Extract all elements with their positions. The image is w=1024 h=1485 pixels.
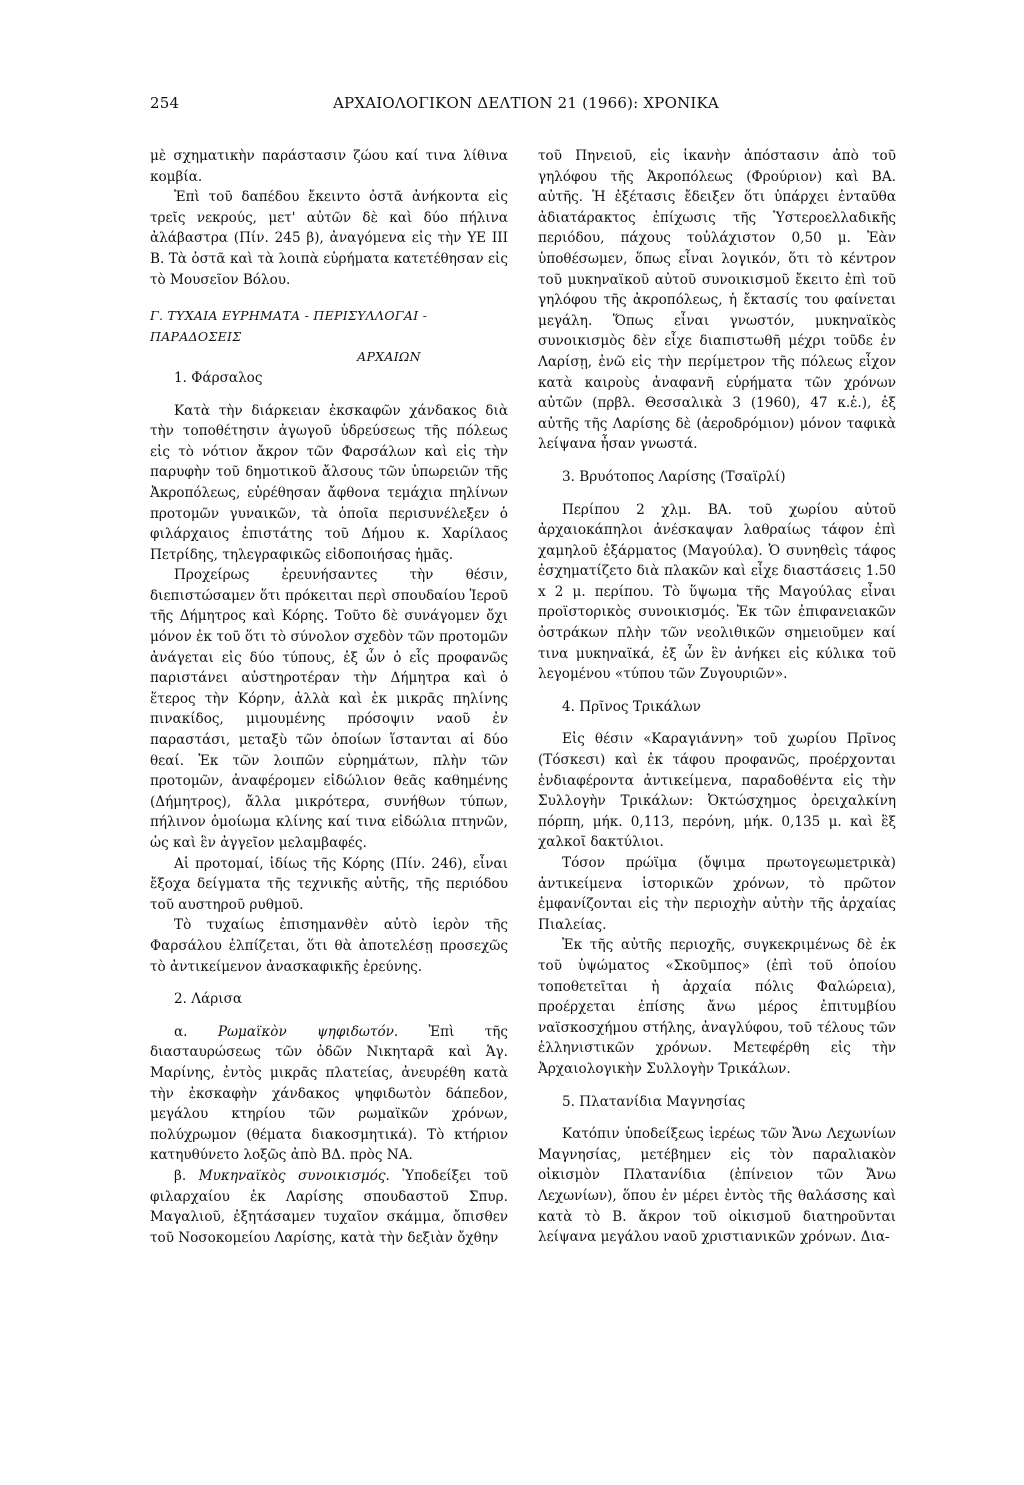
section-heading-c xyxy=(150,306,508,368)
paragraph: τοῦ Πηνειοῦ, εἰς ἱκανὴν ἀπόστασιν ἀπὸ τοῦ γηλόφου τῆς Ἀκροπόλεως (Φρούριον) καὶ ΒΑ. αὐτῆς. Ἡ ἐξέτασις ἔδειξεν ὅτι ὑπάρχει ἐνταῦθα ἀδιατάρακτος ἐπίχωσις τῆς Ὑστεροελλαδικῆς περιόδου, πάχους τοὐλάχιστον 0,50 μ. Ἐὰν ὑποθέσωμεν, ὅπως εἶναι λογικόν, ὅτι τὸ κέντρον τοῦ μυκηναϊκοῦ αὐτοῦ συνοικισμοῦ ἔκειτο ἐπὶ τοῦ γηλόφου τῆς ἀκροπόλεως, ἡ ἔκτασίς του φαίνεται μεγάλη. Ὅπως εἶναι γνωστόν, μυκηναϊκὸς συνοικισμὸς δὲν εἶχε διαπιστωθῆ μέχρι τοῦδε ἐν Λαρίσῃ, ἐνῶ εἰς τὴν περίμετρον τῆς πόλεως εἶχον κατὰ καιροὺς ἀναφανῆ εὑρήματα τῶν χρόνων αὐτῶν (πρβλ. Θεσσαλικὰ 3 (1960), 47 κ.ἑ.), ἐξ αὐτῆς τῆς Λαρίσης δὲ (ἀεροδρόμιον) μόνον ταφικὰ λείψανα ἦσαν γνωστά. xyxy=(538,148,896,453)
paragraph: Αἱ προτομαί, ἰδίως τῆς Κόρης (Πίν. 246), εἶναι ἔξοχα δείγματα τῆς τεχνικῆς αὐτῆς, τῆς περιόδου τοῦ αυστηροῦ ρυθμοῦ. xyxy=(150,855,508,913)
paragraph: Τόσον πρώϊμα (ὄψιμα πρωτογεωμετρικὰ) ἀντικείμενα ἱστορικῶν χρόνων, τὸ πρῶτον ἐμφανίζονται εἰς τὴν περιοχὴν αὐτὴν τῆς ἀρχαίας Πιαλείας. xyxy=(538,855,896,933)
left-column xyxy=(150,146,508,1248)
journal-title: ΑΡΧΑΙΟΛΟΓΙΚΟΝ ΔΕΛΤΙΟΝ 21 (1966): ΧΡΟΝΙΚΑ xyxy=(333,94,719,112)
page-number: 254 xyxy=(150,94,180,112)
subsection-title-vryotopos: 3. Βρυότοπος Λαρίσης (Τσαϊρλί) xyxy=(562,468,786,485)
paragraph: μὲ σχηματικὴν παράστασιν ζώου καί τινα λίθινα κομβία. xyxy=(150,148,508,185)
item-title: Μυκηναϊκὸς συνοικισμός. xyxy=(198,1167,390,1184)
item-label: β. xyxy=(174,1167,187,1184)
subsection-title-prinos: 4. Πρῖνος Τρικάλων xyxy=(562,698,701,715)
paragraph-mosaic xyxy=(150,1022,508,1166)
paragraph: Τὸ τυχαίως ἐπισημανθὲν αὐτὸ ἱερὸν τῆς Φαρσάλου ἐλπίζεται, ὅτι θὰ ἀποτελέσῃ προσεχῶς τὸ ἀντικείμενον ἀνασκαφικῆς ἐρεύνης. xyxy=(150,917,508,975)
subsection-title-pharsalos: 1. Φάρσαλος xyxy=(174,369,263,386)
paragraph: Εἰς θέσιν «Καραγιάννη» τοῦ χωρίου Πρῖνος (Τόσκεσι) καὶ ἐκ τάφου προφανῶς, προέρχονται ἐνδιαφέροντα ἀντικείμενα, παραδοθέντα εἰς τὴν Συλλογὴν Τρικάλων: Ὀκτώσχημος ὀρειχαλκίνη πόρπη, μήκ. 0,113, περόνη, μήκ. 0,135 μ. καὶ ἓξ χαλκοῖ δακτύλιοι. xyxy=(538,731,896,851)
item-text: Ἐπὶ τῆς διασταυρώσεως τῶν ὁδῶν Νικηταρᾶ καὶ Ἁγ. Μαρίνης, ἐντὸς μικρᾶς πλατείας, ἀνευρέθη κατὰ τὴν ἐκσκαφὴν χάνδακος ψηφιδωτὸν δάπεδον, μεγάλου κτηρίου τῶν ρωμαϊκῶν χρόνων, πολύχρωμον (θέματα διακοσμητικά). Τὸ κτήριον κατηυθύνετο λοξῶς ἀπὸ ΒΔ. πρὸς ΝΑ. xyxy=(150,1023,508,1164)
paragraph: Κατόπιν ὑποδείξεως ἱερέως τῶν Ἄνω Λεχωνίων Μαγνησίας, μετέβημεν εἰς τὸν παραλιακὸν οἰκισμὸν Πλατανίδια (ἐπίνειον τῶν Ἄνω Λεχωνίων), ὅπου ἐν μέρει ἐντὸς τῆς θαλάσσης καὶ κατὰ τὸ Β. ἄκρον τοῦ οἰκισμοῦ διατηροῦνται λείψανα μεγάλου ναοῦ χριστιανικῶν χρόνων. Δια- xyxy=(538,1126,896,1246)
paragraph-settlement xyxy=(150,1166,508,1248)
paragraph: Προχείρως ἐρευνήσαντες τὴν θέσιν, διεπιστώσαμεν ὅτι πρόκειται περὶ σπουδαίου Ἱεροῦ τῆς Δήμητρος καὶ Κόρης. Τοῦτο δὲ συνάγομεν ὄχι μόνον ἐκ τοῦ ὅτι τὸ σύνολον σχεδὸν τῶν προτομῶν ἀνάγεται εἰς δύο τύπους, ἐξ ὧν ὁ εἷς προφανῶς παριστάνει αὐστηροτέραν τὴν Δήμητρα καὶ ὁ ἕτερος τὴν Κόρην, ἀλλὰ καὶ ἐκ μικρᾶς πηλίνης πινακίδος, μιμουμένης πρόσοψιν ναοῦ ἐν παραστάσι, μεταξὺ τῶν ὁποίων ἵστανται αἱ δύο θεαί. Ἐκ τῶν λοιπῶν εὑρημάτων, πλὴν τῶν προτομῶν, ἀναφέρομεν εἰδώλιον θεᾶς καθημένης (Δήμητρος), ἄλλα μικρότερα, συνήθων τύπων, πήλινον ὁμοίωμα κλίνης καί τινα εἰδώλια πτηνῶν, ὡς καὶ ἓν ἀγγεῖον μελαμβαφές. xyxy=(150,567,508,851)
item-text: Ὑποδείξει τοῦ φιλαρχαίου ἐκ Λαρίσης σπουδαστοῦ Σπυρ. Μαγαλιοῦ, ἐξητάσαμεν τυχαῖον σκάμμα, ὄπισθεν τοῦ Νοσοκομείου Λαρίσης, κατὰ τὴν δεξιὰν ὄχθην xyxy=(150,1167,508,1246)
paragraph: Ἐπὶ τοῦ δαπέδου ἔκειντο ὀστᾶ ἀνήκοντα εἰς τρεῖς νεκρούς, μετ' αὐτῶν δὲ καὶ δύο πήλινα ἀλάβαστρα (Πίν. 245 β), ἀναγόμενα εἰς τὴν ΥΕ ΙΙΙ Β. Τὰ ὀστᾶ καὶ τὰ λοιπὰ εὑρήματα κατετέθησαν εἰς τὸ Μουσεῖον Βόλου. xyxy=(150,189,508,288)
subsection-title-platanidia: 5. Πλατανίδια Μαγνησίας xyxy=(562,1093,746,1110)
section-heading-c-line2: ΑΡΧΑΙΩΝ xyxy=(357,349,421,365)
section-heading-c-line1: Γ. ΤΥΧΑΙΑ ΕΥΡΗΜΑΤΑ - ΠΕΡΙΣΥΛΛΟΓΑΙ - ΠΑΡΑΔΟΣΕΙΣ xyxy=(150,308,428,344)
paragraph: Ἐκ τῆς αὐτῆς περιοχῆς, συγκεκριμένως δὲ ἐκ τοῦ ὑψώματος «Σκοῦμπος» (ἐπὶ τοῦ ὁποίου τοποθετεῖται ἡ ἀρχαία πόλις Φαλώρεια), προέρχεται ἐπίσης ἄνω μέρος ἐπιτυμβίου ναϊσκοσχήμου στήλης, ἀναγλύφου, τοῦ τέλους τῶν ἑλληνιστικῶν χρόνων. Μετεφέρθη εἰς τὴν Ἀρχαιολογικὴν Συλλογὴν Τρικάλων. xyxy=(538,937,896,1077)
right-column xyxy=(538,146,896,1248)
paragraph: Κατὰ τὴν διάρκειαν ἐκσκαφῶν χάνδακος διὰ τὴν τοποθέτησιν ἀγωγοῦ ὑδρεύσεως τῆς πόλεως εἰς τὸ νότιον ἄκρον τῶν Φαρσάλων καὶ εἰς τὴν παρυφὴν τοῦ δημοτικοῦ ἄλσους τῶν ὑπωρειῶν τῆς Ἀκροπόλεως, εὑρέθησαν ἄφθονα τεμάχια πηλίνων προτομῶν γυναικῶν, τὰ ὁποῖα περισυνέλεξεν ὁ φιλάρχαιος ἐπιστάτης τοῦ Δήμου κ. Χαρίλαος Πετρίδης, τηλεγραφικῶς εἰδοποιήσας ἡμᾶς. xyxy=(150,402,508,563)
item-title: Ρωμαϊκὸν ψηφιδωτόν. xyxy=(217,1023,399,1040)
item-label: α. xyxy=(174,1023,188,1040)
paragraph: Περίπου 2 χλμ. ΒΑ. τοῦ χωρίου αὐτοῦ ἀρχαιοκάπηλοι ἀνέσκαψαν λαθραίως τάφον ἐπὶ χαμηλοῦ ἐξάρματος (Μαγούλα). Ὁ συνηθεὶς τάφος ἐσχηματίζετο διὰ πλακῶν καὶ εἶχε διαστάσεις 1.50 x 2 μ. περίπου. Τὸ ὕψωμα τῆς Μαγούλας εἶναι προϊστορικὸς συνοικισμός. Ἐκ τῶν ἐπιφανειακῶν ὀστράκων πλὴν τῶν νεολιθικῶν σημειοῦμεν καί τινα μυκηναϊκά, ἐξ ὧν ἓν ἀνήκει εἰς κύλικα τοῦ λεγομένου «τύπου τῶν Ζυγουριῶν». xyxy=(538,501,896,683)
subsection-title-larisa: 2. Λάρισα xyxy=(174,991,243,1008)
